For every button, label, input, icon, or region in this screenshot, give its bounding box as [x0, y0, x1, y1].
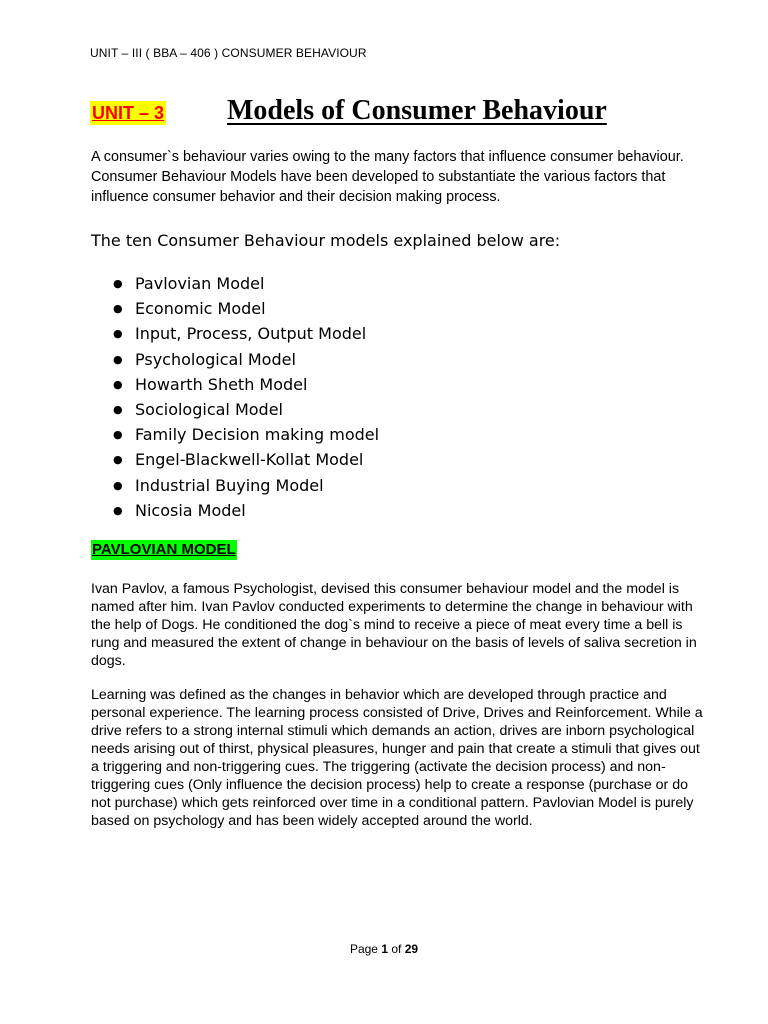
- models-list: [113, 271, 379, 523]
- bullet-icon: ●: [113, 302, 123, 316]
- model-name: Pavlovian Model: [135, 274, 265, 293]
- body-paragraph: Ivan Pavlov, a famous Psychologist, devised this consumer behaviour model and the model is named after him. Ivan Pavlov conducted experiments to determine the change in behaviour with the help of Dogs. He conditioned the dog`s mind to receive a piece of meat every time a bell is rung and measured the extent of change in behaviour on the basis of levels of saliva secretion in dogs.: [91, 581, 697, 669]
- list-item: [113, 372, 379, 397]
- list-heading: The ten Consumer Behaviour models explained below are:: [91, 231, 561, 250]
- bullet-icon: ●: [113, 377, 123, 391]
- bullet-icon: ●: [113, 478, 123, 492]
- model-name: Family Decision making model: [135, 425, 380, 445]
- list-item: [113, 321, 379, 346]
- model-name: Howarth Sheth Model: [135, 374, 308, 394]
- bullet-icon: ●: [113, 402, 123, 416]
- list-item: [113, 498, 379, 523]
- list-item: [113, 447, 379, 472]
- page-footer: [0, 942, 768, 956]
- page-title: Models of Consumer Behaviour: [227, 95, 607, 126]
- page-word: Page: [349, 942, 378, 956]
- unit-label: UNIT – 3: [92, 103, 165, 123]
- bullet-icon: ●: [113, 352, 123, 366]
- bullet-icon: ●: [113, 277, 123, 290]
- bullet-icon: ●: [113, 428, 123, 442]
- model-name: Sociological Model: [135, 399, 283, 419]
- running-header: UNIT – III ( BBA – 406 ) CONSUMER BEHAVIOUR: [90, 46, 367, 60]
- intro-paragraph: [91, 147, 703, 207]
- model-name: Input, Process, Output Model: [135, 324, 367, 344]
- intro-text: A consumer`s behaviour varies owing to the many factors that influence consumer behaviour. Consumer Behaviour Models have been developed to substantiate the various factors that influence consumer behavior and their decision making process.: [91, 149, 684, 205]
- list-item: [113, 347, 379, 372]
- list-item: [113, 473, 379, 498]
- model-name: Engel-Blackwell-Kollat Model: [135, 450, 364, 470]
- model-name: Economic Model: [135, 299, 266, 319]
- page-number: 1: [381, 942, 388, 956]
- model-name: Industrial Buying Model: [135, 475, 324, 495]
- total-pages: 29: [404, 942, 419, 956]
- bullet-icon: ●: [113, 453, 123, 467]
- bullet-icon: ●: [113, 327, 123, 341]
- body-paragraph: Learning was defined as the changes in behavior which are developed through practice and personal experience. The learning process consisted of Drive, Drives and Reinforcement. While a drive refers to a strong internal stimuli which demands an action, drives are inborn psychological needs arising out of thirst, physical pleasures, hunger and pain that create a stimuli that gives out a triggering and non-triggering cues. The triggering (activate the decision process) and non-triggering cues (Only influence the decision process) help to create a response (purchase or do not purchase) which gets reinforced over time in a conditional pattern. Pavlovian Model is purely based on psychology and has been widely accepted around the world.: [91, 687, 703, 829]
- list-item: [113, 271, 379, 296]
- list-item: [113, 422, 379, 447]
- of-word: of: [391, 942, 402, 956]
- bullet-icon: ●: [113, 503, 123, 517]
- list-item: [113, 296, 379, 321]
- model-name: Psychological Model: [135, 349, 296, 369]
- model-name: Nicosia Model: [135, 500, 246, 520]
- section-heading-pavlovian: PAVLOVIAN MODEL: [92, 541, 236, 558]
- list-item: [113, 397, 379, 422]
